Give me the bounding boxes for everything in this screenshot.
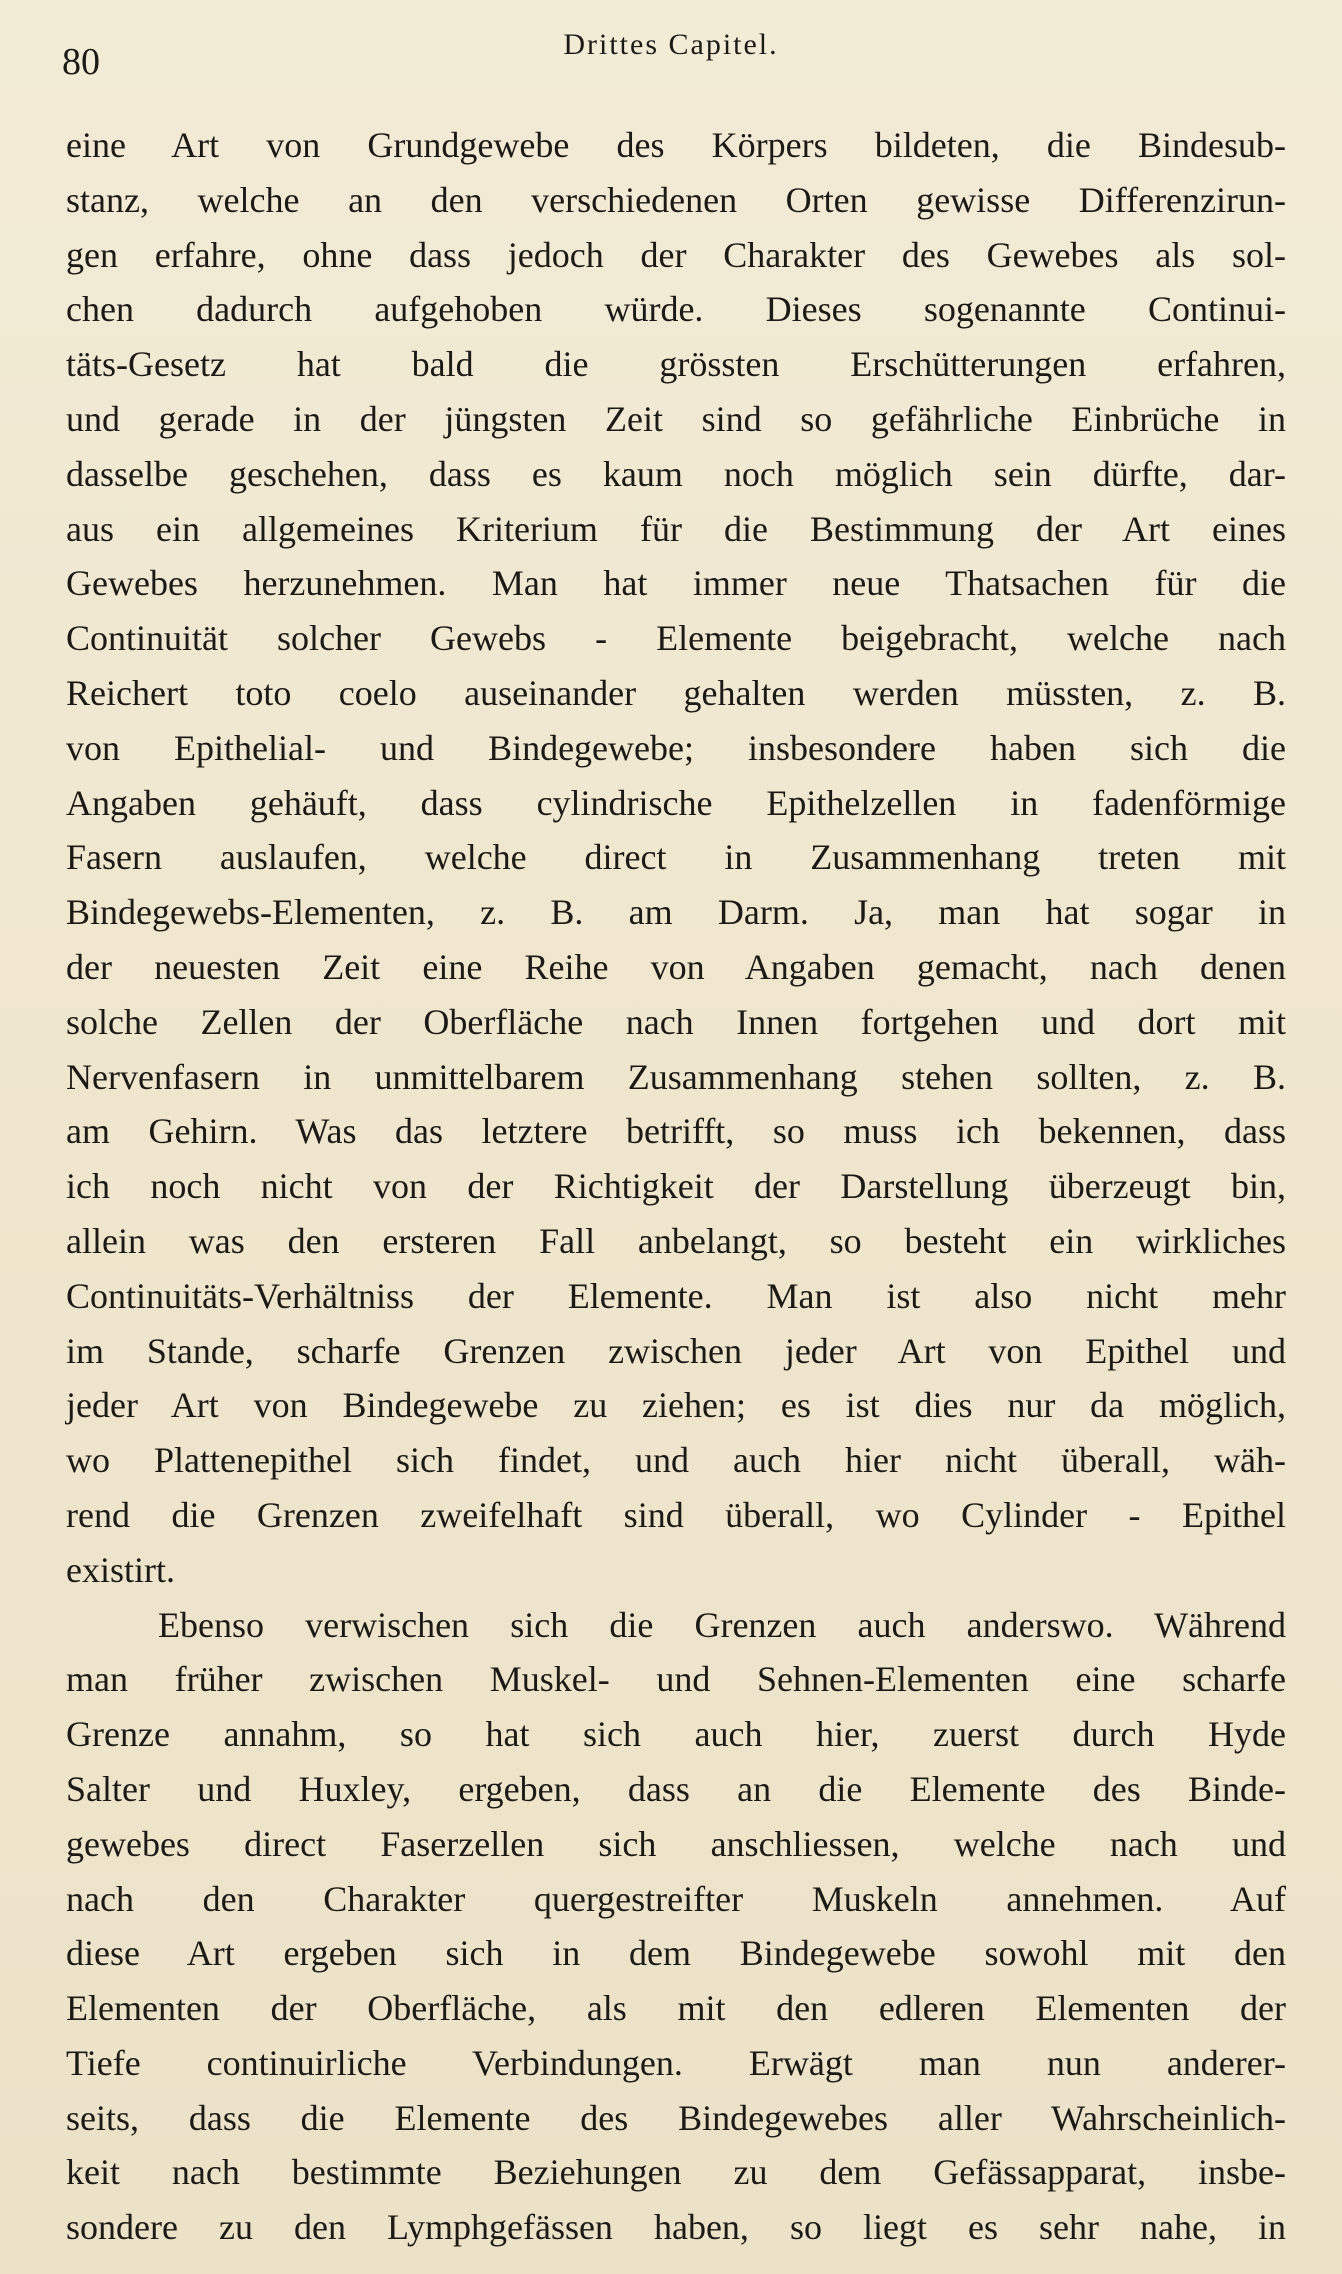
text-line: aus ein allgemeines Kriterium für die Bestimmung der Art eines bbox=[66, 508, 1286, 549]
paragraph-2 bbox=[66, 1598, 1286, 2256]
text-line: ich noch nicht von der Richtigkeit der Darstellung überzeugt bin, bbox=[66, 1166, 1286, 1207]
text-line: von Epithelial- und Bindegewebe; insbesondere haben sich die bbox=[66, 727, 1286, 768]
text-line: Salter und Huxley, ergeben, dass an die Elemente des Binde- bbox=[66, 1768, 1286, 1809]
text-line: Tiefe continuirliche Verbindungen. Erwägt man nun anderer- bbox=[66, 2042, 1286, 2083]
text-line: Ebenso verwischen sich die Grenzen auch anderswo. Während bbox=[158, 1604, 1286, 1645]
text-line: gen erfahre, ohne dass jedoch der Charakter des Gewebes als sol- bbox=[66, 234, 1286, 275]
text-line: im Stande, scharfe Grenzen zwischen jeder Art von Epithel und bbox=[66, 1330, 1286, 1371]
text-line: Continuitäts-Verhältniss der Elemente. Man ist also nicht mehr bbox=[66, 1275, 1286, 1316]
text-line: am Gehirn. Was das letztere betrifft, so muss ich bekennen, dass bbox=[66, 1111, 1286, 1152]
text-line: Grenze annahm, so hat sich auch hier, zuerst durch Hyde bbox=[66, 1714, 1286, 1755]
text-line: stanz, welche an den verschiedenen Orten gewisse Differenzirun- bbox=[66, 179, 1286, 220]
text-line: diese Art ergeben sich in dem Bindegewebe sowohl mit den bbox=[66, 1933, 1286, 1974]
text-line: solche Zellen der Oberfläche nach Innen fortgehen und dort mit bbox=[66, 1001, 1286, 1042]
running-head: Drittes Capitel. bbox=[563, 28, 779, 61]
text-line: jeder Art von Bindegewebe zu ziehen; es ist dies nur da möglich, bbox=[66, 1385, 1286, 1426]
page-number: 80 bbox=[62, 41, 100, 83]
text-line: Nervenfasern in unmittelbarem Zusammenhang stehen sollten, z. B. bbox=[66, 1056, 1286, 1097]
text-line: Continuität solcher Gewebs - Elemente beigebracht, welche nach bbox=[66, 618, 1286, 659]
text-line: Fasern auslaufen, welche direct in Zusammenhang treten mit bbox=[66, 837, 1286, 878]
text-line: keit nach bestimmte Beziehungen zu dem Gefässapparat, insbe- bbox=[66, 2152, 1286, 2193]
text-line: dasselbe geschehen, dass es kaum noch möglich sein dürfte, dar- bbox=[66, 453, 1286, 494]
text-line: man früher zwischen Muskel- und Sehnen-Elementen eine scharfe bbox=[66, 1659, 1286, 1700]
text-line: existirt. bbox=[66, 1549, 175, 1590]
text-line: allein was den ersteren Fall anbelangt, so besteht ein wirkliches bbox=[66, 1220, 1286, 1261]
text-line: Elementen der Oberfläche, als mit den edleren Elementen der bbox=[66, 1988, 1286, 2029]
text-line: chen dadurch aufgehoben würde. Dieses sogenannte Continui- bbox=[66, 289, 1286, 330]
paragraph-1 bbox=[66, 118, 1286, 1598]
text-line: gewebes direct Faserzellen sich anschliessen, welche nach und bbox=[66, 1823, 1286, 1864]
text-line: täts-Gesetz hat bald die grössten Erschütterungen erfahren, bbox=[66, 344, 1286, 385]
text-line: und gerade in der jüngsten Zeit sind so gefährliche Einbrüche in bbox=[66, 398, 1286, 439]
body-text bbox=[66, 118, 1286, 2255]
text-line: Angaben gehäuft, dass cylindrische Epithelzellen in fadenförmige bbox=[66, 782, 1286, 823]
text-line: Gewebes herzunehmen. Man hat immer neue Thatsachen für die bbox=[66, 563, 1286, 604]
text-line: seits, dass die Elemente des Bindegewebes aller Wahrscheinlich- bbox=[66, 2097, 1286, 2138]
text-line: wo Plattenepithel sich findet, und auch hier nicht überall, wäh- bbox=[66, 1440, 1286, 1481]
text-line: nach den Charakter quergestreifter Muskeln annehmen. Auf bbox=[66, 1878, 1286, 1919]
text-line: Bindegewebs-Elementen, z. B. am Darm. Ja, man hat sogar in bbox=[66, 892, 1286, 933]
text-line: sondere zu den Lymphgefässen haben, so liegt es sehr nahe, in bbox=[66, 2207, 1286, 2248]
text-line: der neuesten Zeit eine Reihe von Angaben gemacht, nach denen bbox=[66, 946, 1286, 987]
text-line: rend die Grenzen zweifelhaft sind überall, wo Cylinder - Epithel bbox=[66, 1494, 1286, 1535]
text-line: Reichert toto coelo auseinander gehalten werden müssten, z. B. bbox=[66, 672, 1286, 713]
text-line: eine Art von Grundgewebe des Körpers bildeten, die Bindesub- bbox=[66, 125, 1286, 165]
